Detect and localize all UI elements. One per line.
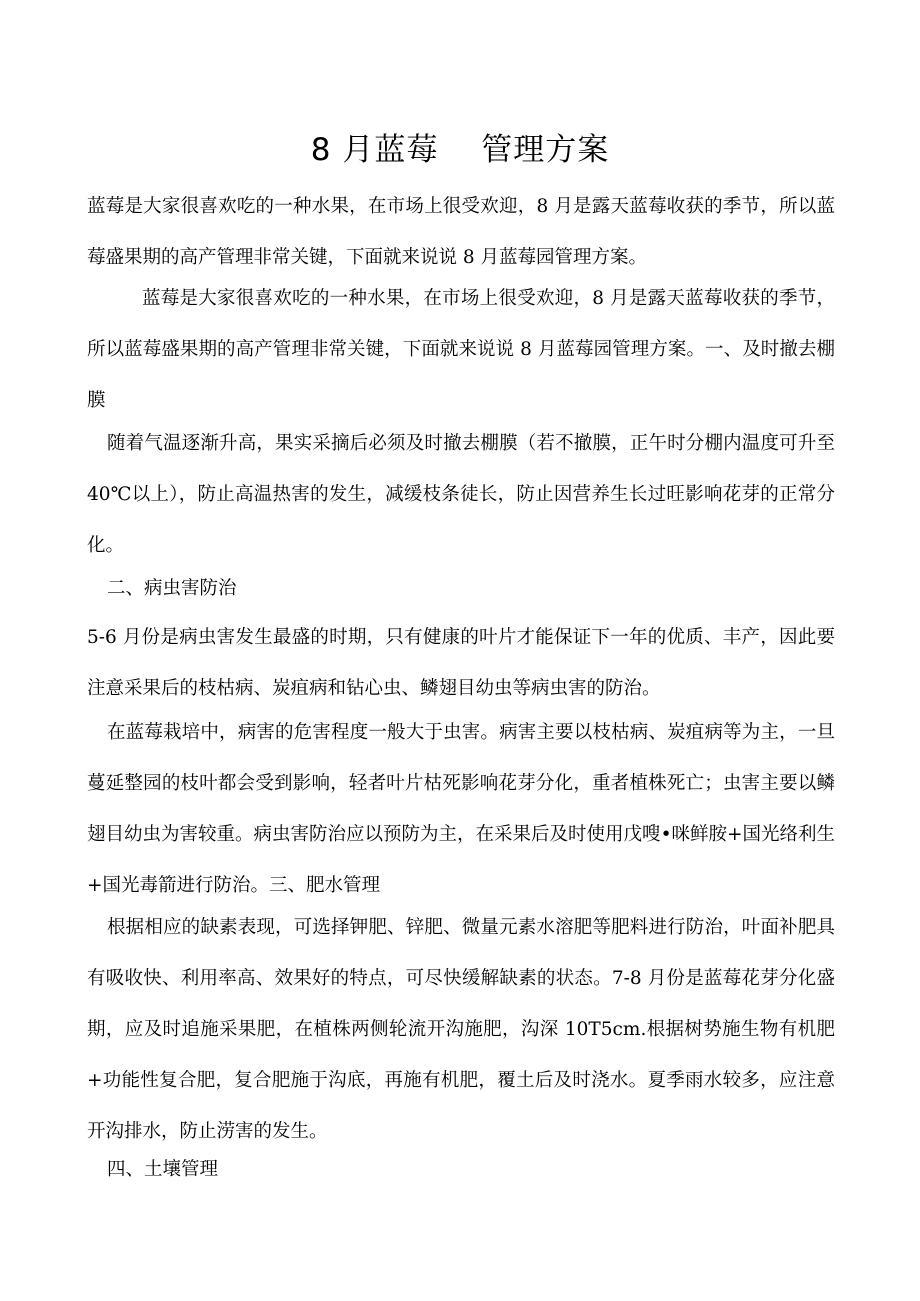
paragraph-fertilizer-water: 根据相应的缺素表现，可选择钾肥、锌肥、微量元素水溶肥等肥料进行防治，叶面补肥具有吸收快、利用率高、效果好的特点，可尽快缓解缺素的状态。7-8 月份是蓝莓花芽分化盛期，应及时追施采果肥，在植株两侧轮流开沟施肥，沟深 10T5cm.根据树势施生物有机肥+功能性复合肥，复合肥施于沟底，再施有机肥，覆土后及时浇水。夏季雨水较多，应注意开沟排水，防止涝害的发生。	[87, 917, 835, 1142]
section-heading-pest-control: 二、病虫害防治	[107, 578, 237, 599]
page-title: 8 月蓝莓 管理方案	[310, 132, 610, 168]
paragraph-disease-control: 在蓝莓栽培中，病害的危害程度一般大于虫害。病害主要以枝枯病、炭疽病等为主，一旦蔓延整园的枝叶都会受到影响，轻者叶片枯死影响花芽分化，重者植株死亡；虫害主要以鳞翅目幼虫为害较重。病虫害防治应以预防为主，在采果后及时使用戊嗖•咪鲜胺+国光络利生+国光毒箭进行防治。三、肥水管理	[87, 722, 835, 896]
intro-paragraph: 蓝莓是大家很喜欢吃的一种水果，在市场上很受欢迎，8 月是露天蓝莓收获的季节，所以蓝莓盛果期的高产管理非常关键，下面就来说说 8 月蓝莓园管理方案。	[87, 196, 835, 268]
section-heading-soil-management: 四、土壤管理	[107, 1159, 219, 1180]
paragraph-remove-film: 随着气温逐渐升高，果实采摘后必须及时撤去棚膜（若不撤膜，正午时分棚内温度可升至 40℃以上），防止高温热害的发生，减缓枝条徒长，防止因营养生长过旺影响花芽的正常分化。	[87, 433, 835, 556]
paragraph-pest-season: 5-6 月份是病虫害发生最盛的时期，只有健康的叶片才能保证下一年的优质、丰产，因此要注意采果后的枝枯病、炭疽病和钻心虫、鳞翅目幼虫等病虫害的防治。	[87, 627, 835, 699]
intro-paragraph-repeat: 蓝莓是大家很喜欢吃的一种水果，在市场上很受欢迎，8 月是露天蓝莓收获的季节，所以蓝莓盛果期的高产管理非常关键，下面就来说说 8 月蓝莓园管理方案。一、及时撤去棚膜	[87, 288, 835, 411]
